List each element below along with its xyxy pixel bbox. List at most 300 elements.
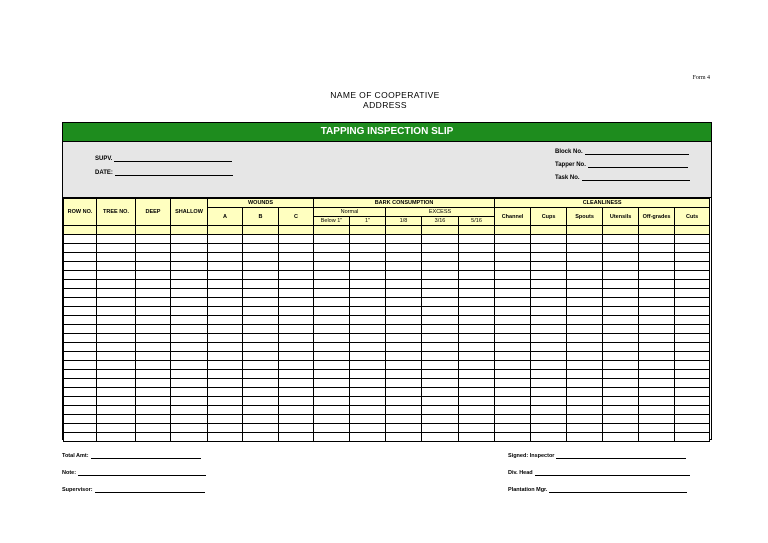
entry-cell[interactable] [208,379,243,388]
entry-cell[interactable] [64,415,97,424]
entry-cell[interactable] [243,433,279,442]
entry-cell[interactable] [459,235,495,244]
entry-cell[interactable] [171,316,208,325]
entry-cell[interactable] [422,235,459,244]
entry-cell[interactable] [314,271,350,280]
entry-cell[interactable] [422,361,459,370]
entry-cell[interactable] [243,316,279,325]
entry-cell[interactable] [243,388,279,397]
entry-cell[interactable] [422,415,459,424]
entry-cell[interactable] [64,298,97,307]
entry-cell[interactable] [531,352,567,361]
entry-cell[interactable] [675,280,710,289]
entry-cell[interactable] [603,334,639,343]
entry-cell[interactable] [208,343,243,352]
entry-cell[interactable] [639,307,675,316]
entry-cell[interactable] [243,343,279,352]
entry-cell[interactable] [603,271,639,280]
entry-cell[interactable] [208,244,243,253]
entry-cell[interactable] [386,235,422,244]
entry-cell[interactable] [531,361,567,370]
entry-cell[interactable] [675,406,710,415]
entry-cell[interactable] [639,415,675,424]
entry-cell[interactable] [639,361,675,370]
entry-cell[interactable] [422,244,459,253]
entry-cell[interactable] [314,307,350,316]
entry-cell[interactable] [279,262,314,271]
entry-cell[interactable] [279,271,314,280]
entry-cell[interactable] [422,316,459,325]
entry-cell[interactable] [567,316,603,325]
entry-cell[interactable] [64,406,97,415]
entry-cell[interactable] [567,289,603,298]
entry-cell[interactable] [386,334,422,343]
entry-cell[interactable] [422,325,459,334]
entry-cell[interactable] [64,370,97,379]
entry-cell[interactable] [171,298,208,307]
entry-cell[interactable] [531,289,567,298]
entry-cell[interactable] [459,433,495,442]
entry-cell[interactable] [531,235,567,244]
entry-cell[interactable] [495,415,531,424]
entry-cell[interactable] [97,352,136,361]
entry-cell[interactable] [136,406,171,415]
entry-cell[interactable] [675,325,710,334]
entry-cell[interactable] [314,334,350,343]
entry-cell[interactable] [639,244,675,253]
entry-cell[interactable] [136,316,171,325]
entry-cell[interactable] [639,271,675,280]
entry-cell[interactable] [314,244,350,253]
entry-cell[interactable] [459,424,495,433]
entry-cell[interactable] [639,343,675,352]
entry-cell[interactable] [314,379,350,388]
entry-cell[interactable] [97,262,136,271]
entry-cell[interactable] [350,289,386,298]
entry-cell[interactable] [495,352,531,361]
entry-cell[interactable] [64,388,97,397]
entry-cell[interactable] [567,280,603,289]
entry-cell[interactable] [386,253,422,262]
entry-cell[interactable] [64,253,97,262]
entry-cell[interactable] [64,307,97,316]
entry-cell[interactable] [422,280,459,289]
entry-cell[interactable] [422,370,459,379]
entry-cell[interactable] [64,280,97,289]
entry-cell[interactable] [567,235,603,244]
entry-cell[interactable] [422,253,459,262]
entry-cell[interactable] [279,244,314,253]
entry-cell[interactable] [243,424,279,433]
entry-cell[interactable] [639,289,675,298]
entry-cell[interactable] [639,433,675,442]
entry-cell[interactable] [243,262,279,271]
entry-cell[interactable] [495,271,531,280]
entry-cell[interactable] [350,433,386,442]
entry-cell[interactable] [639,397,675,406]
entry-cell[interactable] [567,298,603,307]
entry-cell[interactable] [675,262,710,271]
entry-cell[interactable] [459,253,495,262]
entry-cell[interactable] [386,433,422,442]
entry-cell[interactable] [350,316,386,325]
entry-cell[interactable] [314,370,350,379]
entry-cell[interactable] [97,370,136,379]
entry-cell[interactable] [386,280,422,289]
entry-cell[interactable] [136,397,171,406]
entry-cell[interactable] [136,352,171,361]
entry-cell[interactable] [603,361,639,370]
entry-cell[interactable] [639,334,675,343]
entry-cell[interactable] [495,433,531,442]
entry-cell[interactable] [495,361,531,370]
entry-cell[interactable] [531,307,567,316]
entry-cell[interactable] [350,271,386,280]
entry-cell[interactable] [495,406,531,415]
entry-cell[interactable] [675,343,710,352]
entry-cell[interactable] [350,253,386,262]
entry-cell[interactable] [279,334,314,343]
entry-cell[interactable] [603,406,639,415]
entry-cell[interactable] [531,370,567,379]
entry-cell[interactable] [171,280,208,289]
entry-cell[interactable] [208,271,243,280]
entry-cell[interactable] [279,280,314,289]
tapper-no-field[interactable] [555,161,688,168]
entry-cell[interactable] [97,307,136,316]
entry-cell[interactable] [97,343,136,352]
entry-cell[interactable] [279,298,314,307]
entry-cell[interactable] [97,361,136,370]
entry-cell[interactable] [639,379,675,388]
entry-cell[interactable] [675,244,710,253]
entry-cell[interactable] [97,280,136,289]
entry-cell[interactable] [495,280,531,289]
entry-cell[interactable] [639,352,675,361]
entry-cell[interactable] [314,298,350,307]
entry-cell[interactable] [243,289,279,298]
entry-cell[interactable] [136,334,171,343]
entry-cell[interactable] [97,325,136,334]
entry-cell[interactable] [243,352,279,361]
entry-cell[interactable] [314,352,350,361]
entry-cell[interactable] [422,262,459,271]
entry-cell[interactable] [531,334,567,343]
entry-cell[interactable] [64,316,97,325]
entry-cell[interactable] [386,352,422,361]
entry-cell[interactable] [171,388,208,397]
entry-cell[interactable] [386,415,422,424]
entry-cell[interactable] [675,415,710,424]
entry-cell[interactable] [531,244,567,253]
entry-cell[interactable] [386,388,422,397]
entry-cell[interactable] [386,271,422,280]
entry-cell[interactable] [97,433,136,442]
entry-cell[interactable] [171,424,208,433]
entry-cell[interactable] [603,379,639,388]
entry-cell[interactable] [459,343,495,352]
entry-cell[interactable] [350,415,386,424]
entry-cell[interactable] [459,325,495,334]
entry-cell[interactable] [639,325,675,334]
signed-inspector-field[interactable] [508,453,686,459]
entry-cell[interactable] [136,379,171,388]
entry-cell[interactable] [603,235,639,244]
entry-cell[interactable] [459,334,495,343]
entry-cell[interactable] [243,406,279,415]
entry-cell[interactable] [495,235,531,244]
entry-cell[interactable] [459,388,495,397]
entry-cell[interactable] [603,316,639,325]
entry-cell[interactable] [675,307,710,316]
entry-cell[interactable] [422,298,459,307]
entry-cell[interactable] [64,271,97,280]
entry-cell[interactable] [531,406,567,415]
entry-cell[interactable] [603,397,639,406]
entry-cell[interactable] [675,388,710,397]
entry-cell[interactable] [350,406,386,415]
entry-cell[interactable] [171,289,208,298]
div-head-field[interactable] [508,470,690,476]
entry-cell[interactable] [208,235,243,244]
entry-cell[interactable] [208,388,243,397]
entry-cell[interactable] [97,253,136,262]
entry-cell[interactable] [459,379,495,388]
entry-cell[interactable] [459,406,495,415]
entry-cell[interactable] [459,370,495,379]
entry-cell[interactable] [531,253,567,262]
entry-cell[interactable] [136,298,171,307]
entry-cell[interactable] [531,298,567,307]
entry-cell[interactable] [279,415,314,424]
entry-cell[interactable] [97,298,136,307]
entry-cell[interactable] [675,253,710,262]
entry-cell[interactable] [639,424,675,433]
entry-cell[interactable] [459,280,495,289]
entry-cell[interactable] [567,415,603,424]
entry-cell[interactable] [350,307,386,316]
entry-cell[interactable] [422,307,459,316]
entry-cell[interactable] [243,298,279,307]
entry-cell[interactable] [459,271,495,280]
entry-cell[interactable] [386,244,422,253]
entry-cell[interactable] [675,235,710,244]
entry-cell[interactable] [64,397,97,406]
entry-cell[interactable] [64,379,97,388]
entry-cell[interactable] [422,343,459,352]
entry-cell[interactable] [171,253,208,262]
entry-cell[interactable] [279,433,314,442]
entry-cell[interactable] [422,379,459,388]
entry-cell[interactable] [64,235,97,244]
entry-cell[interactable] [603,280,639,289]
entry-cell[interactable] [603,262,639,271]
entry-cell[interactable] [279,316,314,325]
entry-cell[interactable] [567,334,603,343]
entry-cell[interactable] [350,280,386,289]
entry-cell[interactable] [208,253,243,262]
entry-cell[interactable] [279,307,314,316]
entry-cell[interactable] [208,433,243,442]
entry-cell[interactable] [495,298,531,307]
entry-cell[interactable] [495,343,531,352]
entry-cell[interactable] [422,271,459,280]
entry-cell[interactable] [171,235,208,244]
entry-cell[interactable] [279,235,314,244]
entry-cell[interactable] [350,325,386,334]
entry-cell[interactable] [531,271,567,280]
entry-cell[interactable] [567,424,603,433]
entry-cell[interactable] [97,397,136,406]
entry-cell[interactable] [386,370,422,379]
entry-cell[interactable] [675,433,710,442]
entry-cell[interactable] [386,298,422,307]
entry-cell[interactable] [459,244,495,253]
entry-cell[interactable] [639,370,675,379]
entry-cell[interactable] [136,271,171,280]
entry-cell[interactable] [350,352,386,361]
entry-cell[interactable] [639,280,675,289]
entry-cell[interactable] [350,379,386,388]
entry-cell[interactable] [567,352,603,361]
entry-cell[interactable] [675,298,710,307]
entry-cell[interactable] [386,262,422,271]
entry-cell[interactable] [531,325,567,334]
entry-cell[interactable] [567,262,603,271]
entry-cell[interactable] [171,244,208,253]
entry-cell[interactable] [495,253,531,262]
entry-cell[interactable] [350,388,386,397]
entry-cell[interactable] [603,298,639,307]
entry-cell[interactable] [314,235,350,244]
entry-cell[interactable] [495,325,531,334]
entry-cell[interactable] [243,280,279,289]
entry-cell[interactable] [136,424,171,433]
supervisor-field[interactable] [62,487,205,493]
entry-cell[interactable] [171,325,208,334]
entry-cell[interactable] [279,361,314,370]
entry-cell[interactable] [531,280,567,289]
entry-cell[interactable] [314,415,350,424]
entry-cell[interactable] [136,235,171,244]
entry-cell[interactable] [386,397,422,406]
entry-cell[interactable] [675,316,710,325]
entry-cell[interactable] [171,271,208,280]
entry-cell[interactable] [97,244,136,253]
entry-cell[interactable] [603,433,639,442]
entry-cell[interactable] [675,379,710,388]
entry-cell[interactable] [639,262,675,271]
entry-cell[interactable] [136,262,171,271]
entry-cell[interactable] [567,406,603,415]
entry-cell[interactable] [171,343,208,352]
entry-cell[interactable] [567,343,603,352]
entry-cell[interactable] [64,433,97,442]
entry-cell[interactable] [136,307,171,316]
entry-cell[interactable] [459,307,495,316]
entry-cell[interactable] [531,397,567,406]
entry-cell[interactable] [675,370,710,379]
entry-cell[interactable] [386,289,422,298]
entry-cell[interactable] [243,370,279,379]
entry-cell[interactable] [136,325,171,334]
entry-cell[interactable] [136,280,171,289]
entry-cell[interactable] [386,343,422,352]
entry-cell[interactable] [422,397,459,406]
entry-cell[interactable] [171,415,208,424]
entry-cell[interactable] [567,397,603,406]
entry-cell[interactable] [350,334,386,343]
entry-cell[interactable] [208,280,243,289]
entry-cell[interactable] [208,406,243,415]
entry-cell[interactable] [567,325,603,334]
entry-cell[interactable] [531,424,567,433]
entry-cell[interactable] [208,289,243,298]
entry-cell[interactable] [639,388,675,397]
entry-cell[interactable] [64,334,97,343]
entry-cell[interactable] [567,388,603,397]
entry-cell[interactable] [567,253,603,262]
entry-cell[interactable] [567,271,603,280]
entry-cell[interactable] [208,325,243,334]
entry-cell[interactable] [208,316,243,325]
entry-cell[interactable] [422,424,459,433]
entry-cell[interactable] [675,334,710,343]
entry-cell[interactable] [495,424,531,433]
entry-cell[interactable] [314,388,350,397]
entry-cell[interactable] [459,262,495,271]
entry-cell[interactable] [639,253,675,262]
entry-cell[interactable] [136,361,171,370]
entry-cell[interactable] [136,289,171,298]
entry-cell[interactable] [171,334,208,343]
entry-cell[interactable] [603,352,639,361]
entry-cell[interactable] [314,397,350,406]
entry-cell[interactable] [64,361,97,370]
entry-cell[interactable] [243,235,279,244]
entry-cell[interactable] [97,235,136,244]
entry-cell[interactable] [386,406,422,415]
entry-cell[interactable] [350,370,386,379]
entry-cell[interactable] [459,316,495,325]
entry-cell[interactable] [495,370,531,379]
entry-cell[interactable] [314,280,350,289]
entry-cell[interactable] [567,379,603,388]
entry-cell[interactable] [97,316,136,325]
entry-cell[interactable] [386,361,422,370]
entry-cell[interactable] [603,343,639,352]
entry-cell[interactable] [603,253,639,262]
entry-cell[interactable] [386,325,422,334]
entry-cell[interactable] [136,343,171,352]
entry-cell[interactable] [422,388,459,397]
entry-cell[interactable] [208,298,243,307]
entry-cell[interactable] [675,271,710,280]
entry-cell[interactable] [243,334,279,343]
entry-cell[interactable] [279,370,314,379]
entry-cell[interactable] [603,370,639,379]
entry-cell[interactable] [279,379,314,388]
block-no-field[interactable] [555,148,689,155]
entry-cell[interactable] [171,379,208,388]
entry-cell[interactable] [243,307,279,316]
entry-cell[interactable] [459,361,495,370]
entry-cell[interactable] [350,397,386,406]
entry-cell[interactable] [567,307,603,316]
entry-cell[interactable] [279,289,314,298]
entry-cell[interactable] [422,289,459,298]
entry-cell[interactable] [603,325,639,334]
